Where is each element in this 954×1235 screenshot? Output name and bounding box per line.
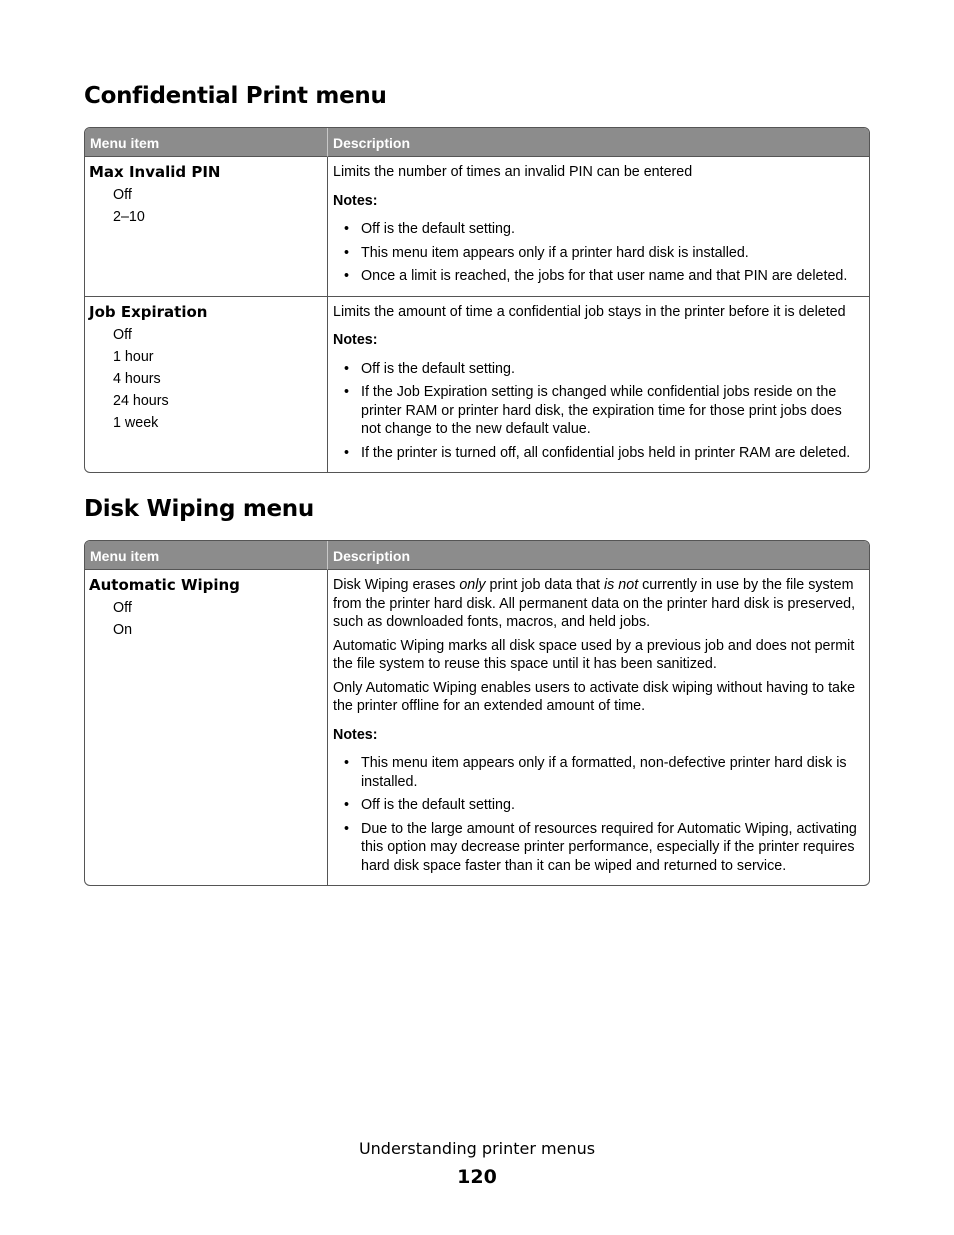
list-item: • If the printer is turned off, all confidential jobs held in printer RAM are deleted. [344,444,851,461]
list-item: • Off is the default setting. [344,797,515,813]
menu-option: 2–10 [113,209,145,225]
table-row [85,570,869,885]
menu-option: 1 week [113,414,159,431]
description-cell [328,570,869,885]
bullet-icon: • [344,755,350,771]
menu-option: 24 hours [113,392,169,409]
list-item: • This menu item appears only if a formatted, non-defective printer hard disk is installed. [344,755,847,790]
menu-option: 4 hours [113,370,161,387]
confidential-print-heading: Confidential Print menu [84,83,387,109]
table-header-row [85,541,869,570]
confidential-print-table [84,127,870,473]
menu-item-name: Automatic Wiping [89,576,240,594]
description-cell [328,157,869,296]
table-row [85,296,869,473]
description-text: Limits the amount of time a confidential job stays in the printer before it is deleted [333,303,846,320]
notes-label: Notes: [333,332,378,348]
menu-item-cell [85,296,328,473]
table-row [85,157,869,296]
header-description: Description [328,541,869,570]
menu-item-cell [85,570,328,885]
bullet-icon: • [344,244,350,261]
description-paragraph: Automatic Wiping marks all disk space used by a previous job and does not permit the file system to reuse this space until it has been sanitized. [333,637,855,672]
bullet-icon: • [344,384,350,400]
disk-wiping-heading: Disk Wiping menu [84,496,314,522]
list-item: • This menu item appears only if a printer hard disk is installed. [344,244,749,261]
list-item: • Off is the default setting. [344,360,515,377]
header-description: Description [328,128,869,157]
list-item: • Due to the large amount of resources required for Automatic Wiping, activating this option may decrease printer performance, especially if the printer requires hard disk space faster than it can be wiped and returned to service. [344,820,857,874]
page-number: 120 [457,1166,497,1188]
menu-option: Off [113,326,132,343]
list-item: • Off is the default setting. [344,221,515,237]
menu-item-name: Job Expiration [89,302,208,321]
header-menu-item: Menu item [85,541,328,570]
description-paragraph: Disk Wiping erases only print job data that is not currently in use by the file system from the printer hard disk. All permanent data on the printer hard disk is preserved, such as downloaded fonts, macros, and held jobs. [333,577,856,630]
bullet-icon: • [344,797,350,813]
list-item: • Once a limit is reached, the jobs for that user name and that PIN are deleted. [344,268,848,284]
table-header-row [85,128,869,157]
bullet-icon: • [344,360,350,377]
menu-option: Off [113,600,132,616]
notes-label: Notes: [333,726,378,743]
notes-label: Notes: [333,192,378,209]
header-menu-item: Menu item [85,128,328,157]
bullet-icon: • [344,820,350,837]
menu-option: 1 hour [113,348,154,365]
description-cell [328,296,869,473]
bullet-icon: • [344,268,350,284]
notes-list [333,754,865,875]
menu-item-name: Max Invalid PIN [89,163,221,181]
description-text: Limits the number of times an invalid PIN can be entered [333,164,693,180]
notes-list [333,220,865,286]
bullet-icon: • [344,444,350,461]
menu-option: On [113,622,133,638]
description-paragraph: Only Automatic Wiping enables users to activate disk wiping without having to take the printer offline for an extended amount of time. [333,679,856,714]
list-item: • If the Job Expiration setting is changed while confidential jobs reside on the printer RAM or printer hard disk, the expiration time for those print jobs does not change to the new default value. [344,384,842,437]
disk-wiping-table [84,540,870,886]
menu-option: Off [113,187,132,203]
menu-item-cell [85,157,328,296]
notes-list [333,360,865,463]
bullet-icon: • [344,221,350,237]
footer-section-title: Understanding printer menus [358,1139,596,1158]
